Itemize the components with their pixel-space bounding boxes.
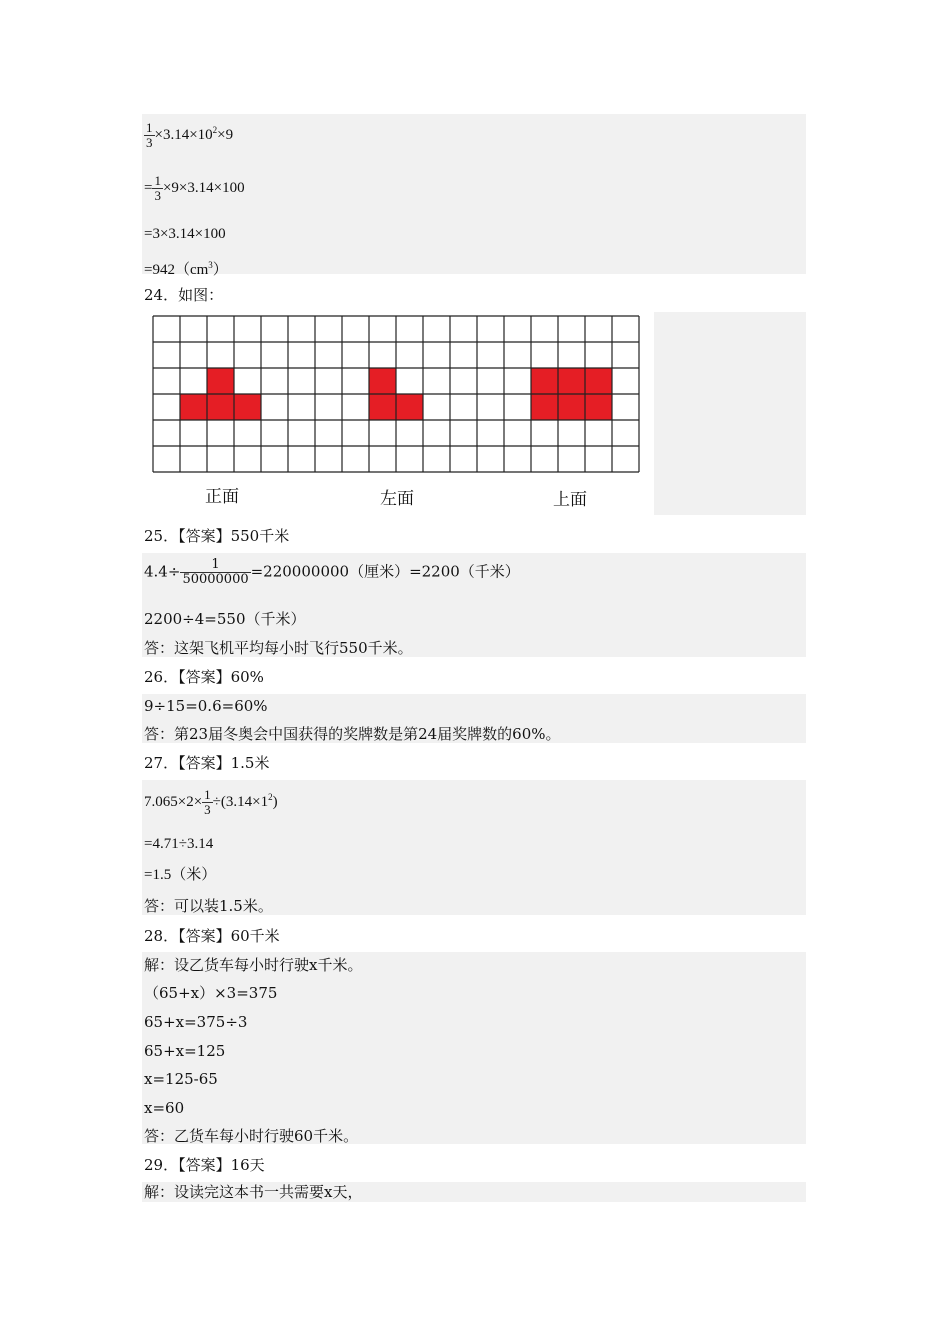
top-view-cell [531, 394, 558, 420]
top-view-cell [558, 368, 585, 394]
left-view-cell [369, 394, 396, 420]
label-top-view: 上面 [553, 490, 587, 510]
q27-line1: 7.065×2× $\frac{1}{3}$ $\div(3.14\times 1^2)$ [144, 787, 278, 818]
q24-heading: 24．如图： [144, 286, 224, 304]
fraction: $\frac{1}{3}$ [204, 787, 211, 818]
top-view-cell [585, 394, 612, 420]
q28-answer: 答：乙货车每小时行驶60千米。 [144, 1127, 359, 1145]
top-view-cell [585, 368, 612, 394]
front-view-cell [234, 394, 261, 420]
q25-line1: 4.4÷ $\frac{1}{50000000}$ =220000000（厘米）=2200（千米） [144, 557, 520, 587]
q27-line3: =1.5（米） [144, 867, 217, 883]
top-view-cell [531, 368, 558, 394]
q25-heading: 25．【答案】550千米 [144, 527, 290, 545]
q27-heading: 27．【答案】1.5米 [144, 754, 270, 772]
q23-line4: $=942(cm^3)$ [144, 260, 228, 278]
q23-line1: $\frac{1}{3}$ $\times 3.14\times 10^2\times 9$ [146, 120, 234, 151]
q23-line2: = $\frac{1}{3}$ ×9×3.14×100 [144, 173, 245, 203]
q25-line2: 2200÷4=550（千米） [144, 610, 306, 628]
q26-heading: 26．【答案】60% [144, 668, 264, 686]
q28-line: x=125-65 [144, 1070, 218, 1088]
front-view-cell [207, 368, 234, 394]
q26-line1: 9÷15=0.6=60% [144, 697, 268, 715]
q28-line: 解：设乙货车每小时行驶x千米。 [144, 956, 363, 974]
q29-heading: 29．【答案】16天 [144, 1156, 265, 1174]
fraction: $\frac{1}{3}$ [146, 120, 153, 151]
label-front-view: 正面 [205, 487, 239, 507]
q28-box [142, 952, 806, 1144]
left-view-cell [396, 394, 423, 420]
q28-line: （65+x）×3=375 [144, 984, 278, 1002]
label-left-view: 左面 [380, 489, 414, 509]
q28-line: x=60 [144, 1099, 185, 1117]
q28-heading: 28．【答案】60千米 [144, 927, 280, 945]
front-view-cell [180, 394, 207, 420]
top-view-cell [558, 394, 585, 420]
front-view-cell [207, 394, 234, 420]
q28-line: 65+x=375÷3 [144, 1013, 248, 1031]
left-view-cell [369, 368, 396, 394]
q27-line2: =4.71÷3.14 [144, 836, 214, 852]
fraction: $\frac{1}{3}$ [154, 173, 161, 203]
q28-line: 65+x=125 [144, 1042, 226, 1060]
q24-side-box [654, 312, 806, 515]
q23-line3: =3×3.14×100 [144, 226, 226, 242]
q27-answer: 答：可以装1.5米。 [144, 897, 273, 915]
three-view-grid [152, 315, 640, 473]
fraction: $\frac{1}{50000000}$ [182, 557, 249, 587]
q25-answer: 答：这架飞机平均每小时飞行550千米。 [144, 639, 413, 657]
q26-answer: 答：第23届冬奥会中国获得的奖牌数是第24届奖牌数的60%。 [144, 725, 561, 743]
q29-line1: 解：设读完这本书一共需要x天， [144, 1183, 363, 1201]
